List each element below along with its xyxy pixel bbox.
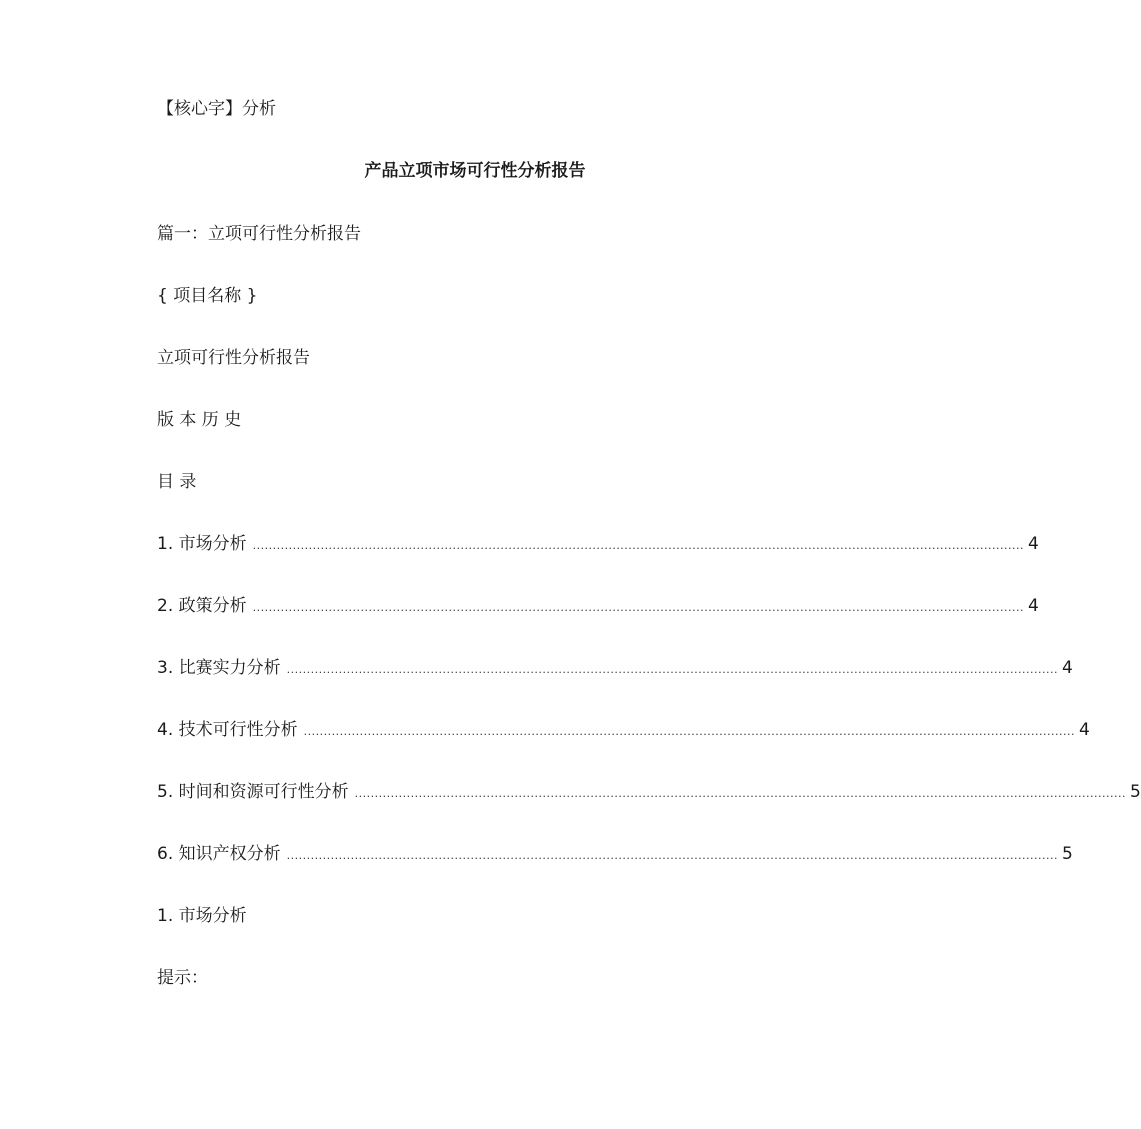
toc-entry [157,843,1073,867]
toc-entry-page: 4 [1078,720,1090,740]
toc-entry-page: 4 [1027,596,1039,616]
project-name: { 项目名称 } [157,286,258,306]
toc-entry [157,657,1073,681]
toc-entry-label: 1. 市场分析 [157,534,247,554]
toc-entry [157,719,1090,743]
toc-entry-page: 4 [1027,534,1039,554]
toc-leader-dots: ................................................................................................................................................................................................. [252,539,1024,552]
toc-entry-label: 6. 知识产权分析 [157,844,281,864]
toc-entry-page: 4 [1061,658,1073,678]
hint-label: 提示： [157,968,208,988]
body-heading: 1. 市场分析 [157,906,247,926]
toc-entry [157,595,1039,619]
toc-heading: 目 录 [157,472,197,492]
section-heading: 篇一：立项可行性分析报告 [157,224,361,244]
toc-entry [157,533,1039,557]
toc-leader-dots: ................................................................................................................................................................................................. [286,849,1058,862]
toc-leader-dots: ................................................................................................................................................................................................. [252,601,1024,614]
toc-entry-label: 2. 政策分析 [157,596,247,616]
toc-leader-dots: ................................................................................................................................................................................................. [354,787,1126,800]
toc-leader-dots: ................................................................................................................................................................................................. [286,663,1058,676]
report-name: 立项可行性分析报告 [157,348,310,368]
toc-leader-dots: ................................................................................................................................................................................................. [303,725,1075,738]
toc-entry-label: 3. 比赛实力分析 [157,658,281,678]
header-line: 【核心字】分析 [157,99,276,119]
document-title: 产品立项市场可行性分析报告 [364,161,586,181]
toc-entry-label: 4. 技术可行性分析 [157,720,298,740]
toc-entry [157,781,1141,805]
toc-entry-label: 5. 时间和资源可行性分析 [157,782,349,802]
toc-entry-page: 5 [1061,844,1073,864]
version-history-heading: 版 本 历 史 [157,410,242,430]
toc-entry-page: 5 [1129,782,1141,802]
